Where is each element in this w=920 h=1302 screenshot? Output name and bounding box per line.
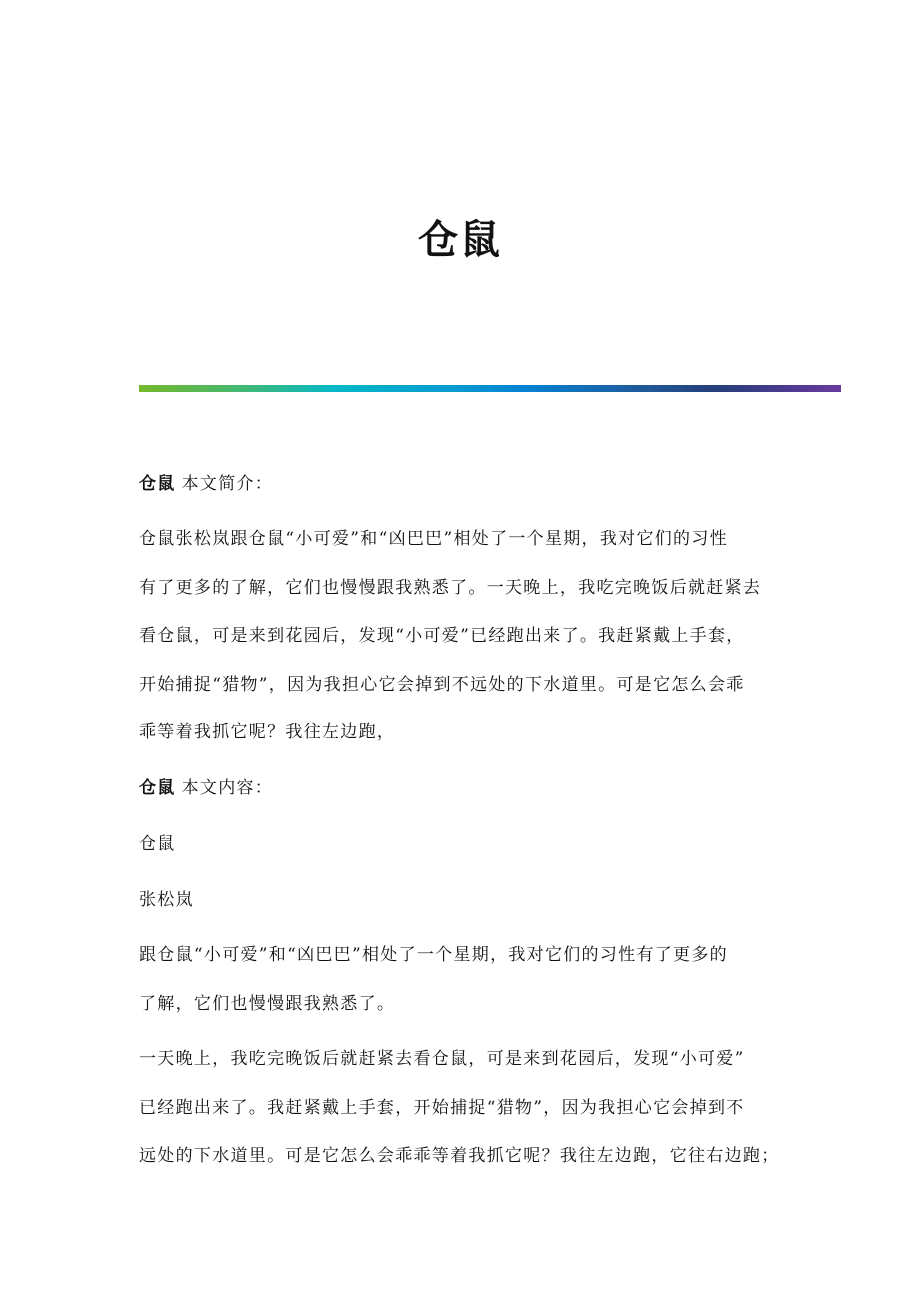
- paragraph-line: 远处的下水道里。可是它怎么会乖乖等着我抓它呢？我往左边跑，它往右边跑；: [139, 1146, 780, 1166]
- summary-heading-bold: 仓鼠: [139, 474, 176, 494]
- paragraph-line: 一天晚上，我吃完晚饭后就赶紧去看仓鼠，可是来到花园后，发现“小可爱”: [139, 1049, 745, 1069]
- document-title: 仓鼠: [418, 216, 502, 263]
- gradient-divider: [139, 385, 841, 392]
- paragraph-line: 跟仓鼠“小可爱”和“凶巴巴”相处了一个星期，我对它们的习性有了更多的: [139, 945, 728, 965]
- content-heading-label: 本文内容：: [181, 778, 274, 798]
- summary-line: 看仓鼠，可是来到花园后，发现“小可爱”已经跑出来了。我赶紧戴上手套，: [139, 626, 745, 646]
- paragraph-line: 已经跑出来了。我赶紧戴上手套，开始捕捉“猎物”，因为我担心它会掉到不: [139, 1098, 745, 1118]
- paragraph-line: 了解，它们也慢慢跟我熟悉了。: [139, 994, 396, 1014]
- content-author: 张松岚: [139, 890, 194, 910]
- summary-heading: [139, 472, 273, 496]
- summary-line: 有了更多的了解，它们也慢慢跟我熟悉了。一天晚上，我吃完晚饭后就赶紧去: [139, 578, 762, 598]
- summary-heading-label: 本文简介：: [181, 474, 274, 494]
- content-heading-bold: 仓鼠: [139, 778, 176, 798]
- summary-line: 开始捕捉“猎物”，因为我担心它会掉到不远处的下水道里。可是它怎么会乖: [139, 675, 745, 695]
- content-title: 仓鼠: [139, 834, 176, 854]
- summary-line: 仓鼠张松岚跟仓鼠“小可爱”和“凶巴巴”相处了一个星期，我对它们的习性: [139, 529, 728, 549]
- summary-line: 乖等着我抓它呢？我往左边跑，: [139, 722, 396, 742]
- content-heading: [139, 776, 273, 800]
